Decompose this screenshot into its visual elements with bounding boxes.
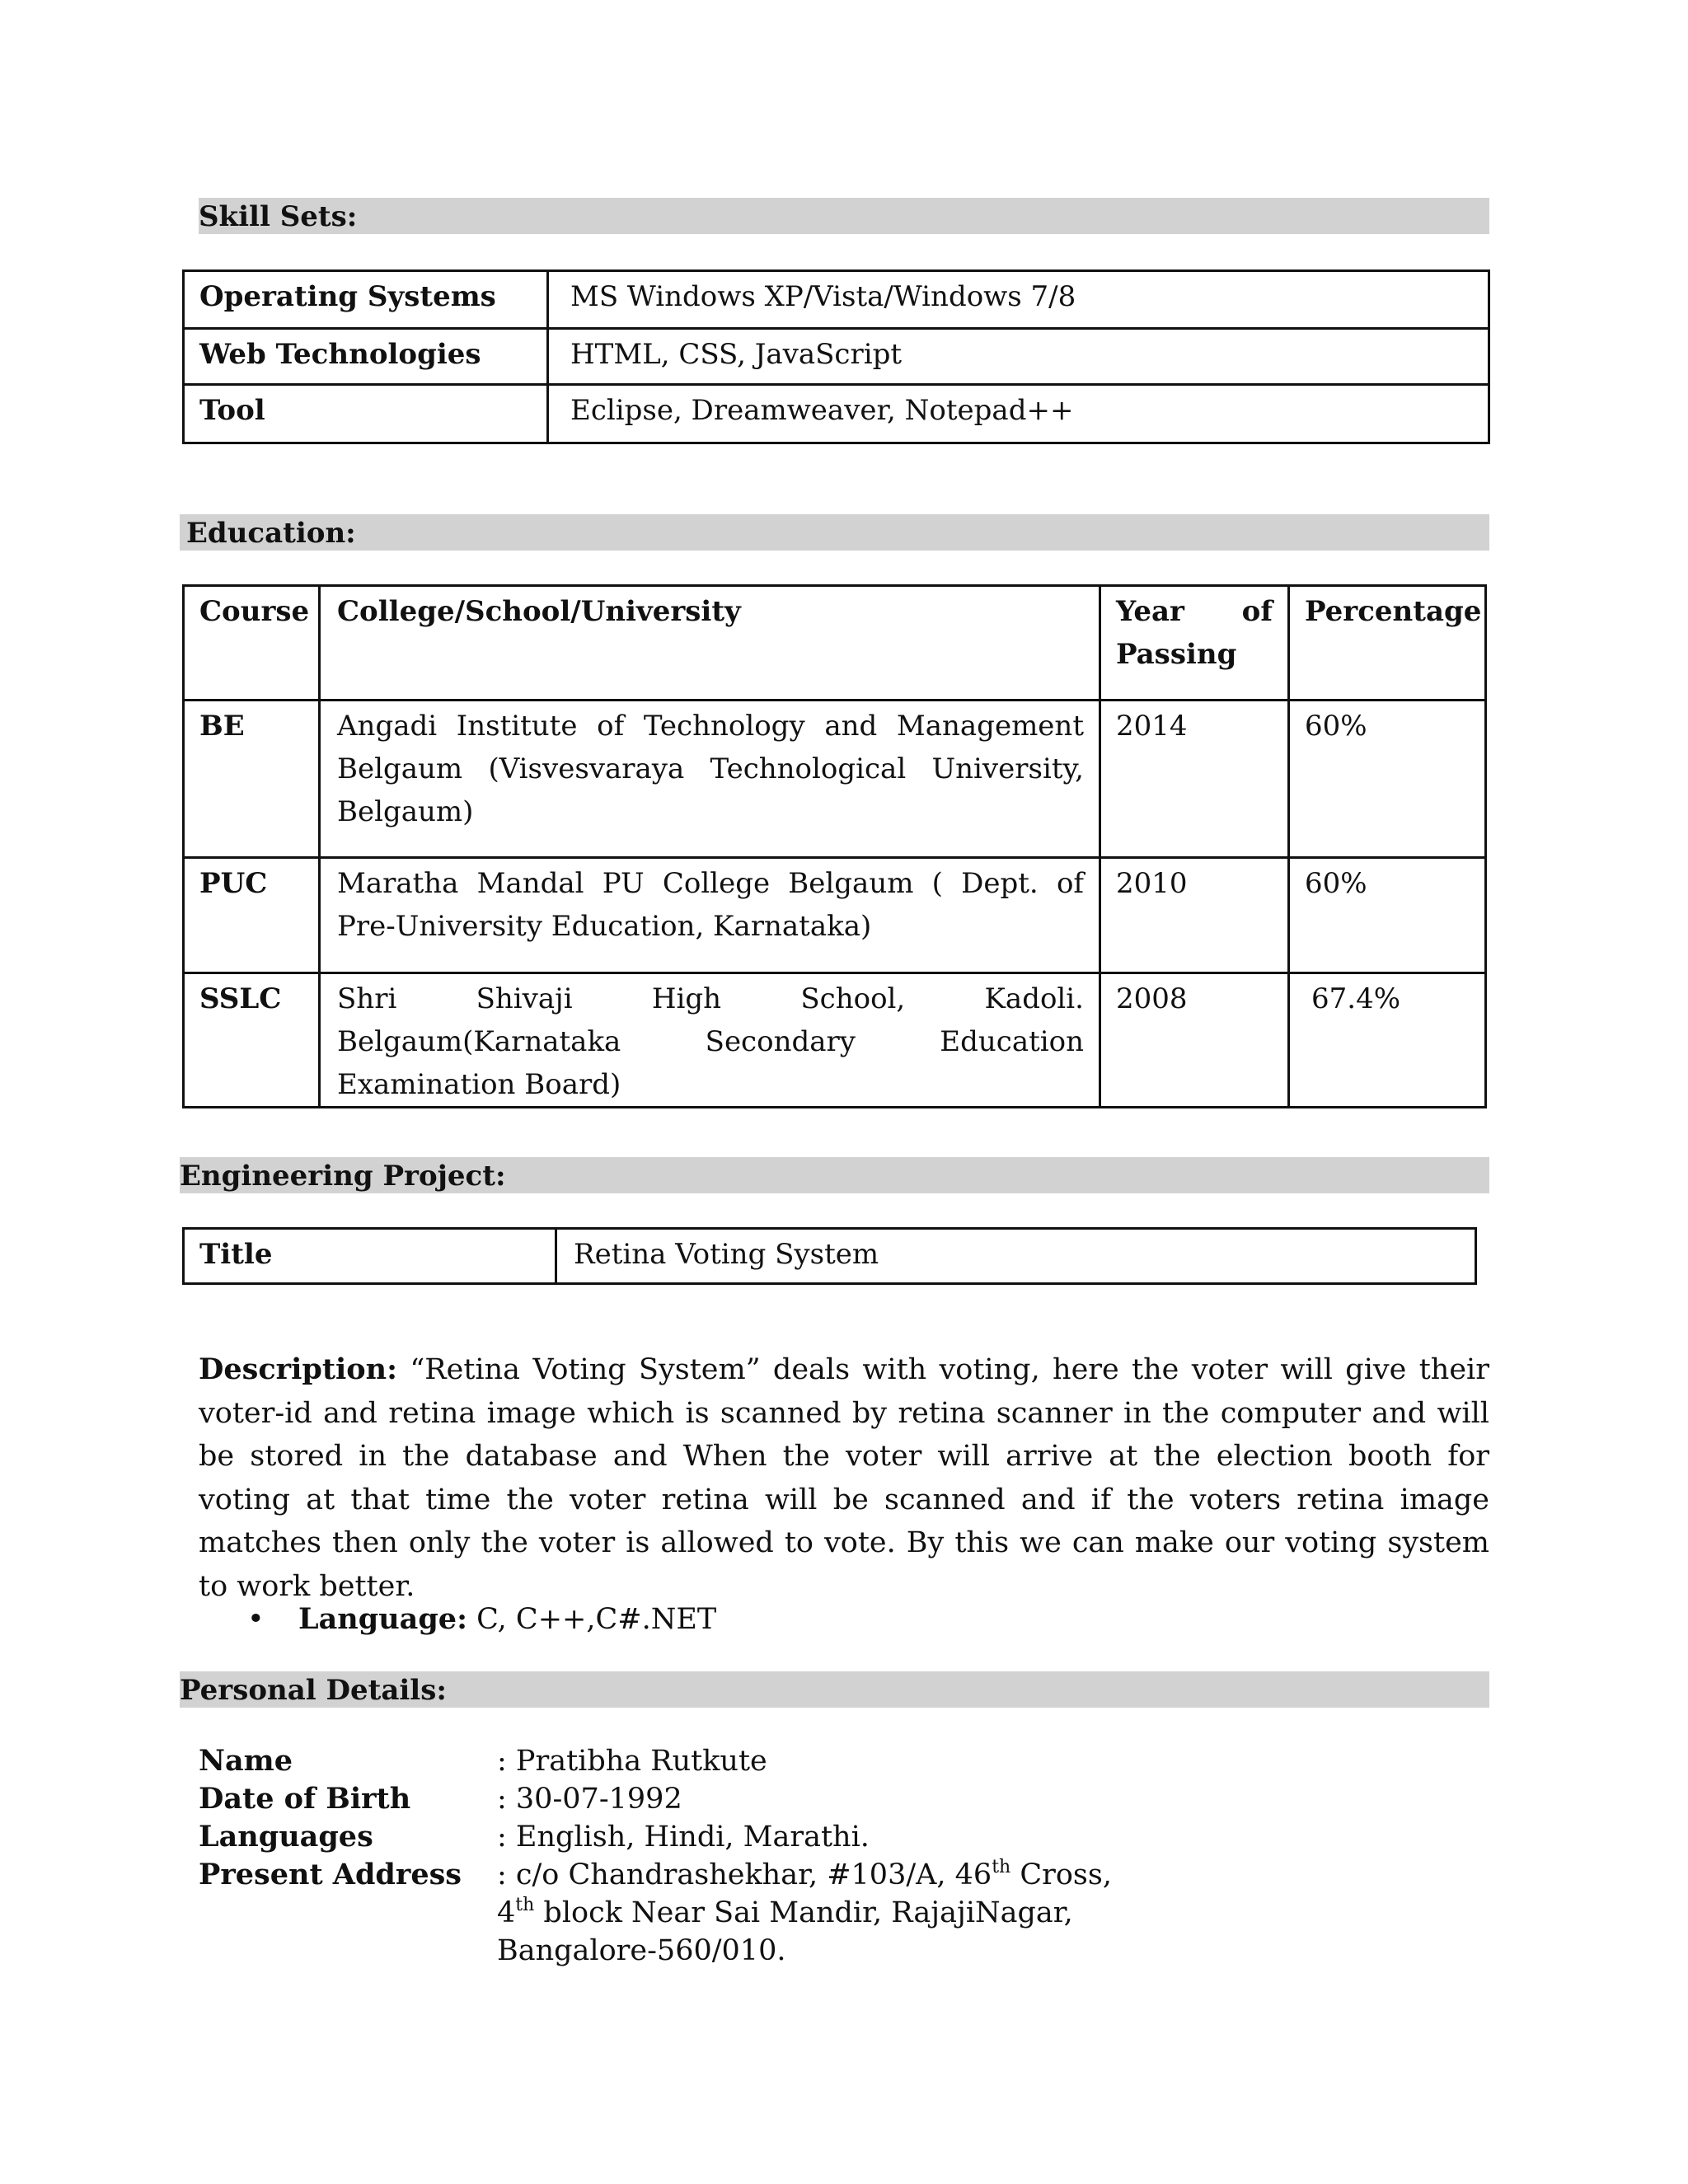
table-row	[184, 858, 1486, 973]
name-label: Name	[199, 1744, 293, 1778]
bullet-icon: •	[247, 1603, 265, 1636]
column-header-college: College/School/University	[320, 586, 1100, 701]
address-line-1-text: : c/o Chandrashekhar, #103/A, 46	[497, 1858, 992, 1891]
description-text: “Retina Voting System” deals with voting, here the voter will give their voter-id and retina image which is scanned by retina scanner in the computer and will be stored in the database and When the voter will arrive at the election booth for voting at that time the voter retina will be scanned and if the voters retina image matches then only the voter is allowed to vote. By this we can make our voting system to work better.	[199, 1353, 1489, 1603]
name-value: : Pratibha Rutkute	[497, 1745, 767, 1778]
address-line-2	[497, 1894, 1073, 1932]
address-line-2-tail: block Near Sai Mandir, RajajiNagar,	[534, 1896, 1073, 1929]
skill-sets-heading	[199, 198, 1489, 234]
address-label: Present Address	[199, 1858, 462, 1891]
education-heading-text: Education:	[186, 517, 356, 550]
skill-label: Operating Systems	[184, 271, 548, 329]
language-value: C, C++,C#.NET	[476, 1603, 717, 1636]
table-row	[184, 385, 1489, 443]
year-cell: 2014	[1100, 701, 1289, 858]
project-title-table	[182, 1227, 1477, 1285]
percentage-cell: 67.4%	[1289, 973, 1486, 1108]
percentage-cell: 60%	[1289, 858, 1486, 973]
description-label: Description:	[199, 1352, 398, 1386]
project-description	[199, 1348, 1489, 1608]
skill-label: Tool	[184, 385, 548, 443]
table-row	[184, 701, 1486, 858]
education-table	[182, 584, 1487, 1108]
college-cell: Shri Shivaji High School, Kadoli. Belgaum(Karnataka Secondary Education Examination Board)	[320, 973, 1100, 1108]
skill-value: Eclipse, Dreamweaver, Notepad++	[548, 385, 1489, 443]
engineering-project-heading-text: Engineering Project:	[180, 1160, 506, 1193]
project-title-label: Title	[184, 1229, 556, 1284]
language-label: Language:	[298, 1602, 467, 1636]
languages-value: : English, Hindi, Marathi.	[497, 1821, 870, 1854]
percentage-cell: 60%	[1289, 701, 1486, 858]
address-line-1-tail: Cross,	[1010, 1858, 1112, 1891]
column-header-course: Course	[184, 586, 320, 701]
course-cell: BE	[184, 701, 320, 858]
engineering-project-heading	[180, 1157, 1489, 1193]
project-title-value: Retina Voting System	[556, 1229, 1476, 1284]
address-line-1	[497, 1856, 1112, 1894]
education-heading	[180, 514, 1489, 551]
address-line-1-sup: th	[992, 1857, 1011, 1877]
skill-value: MS Windows XP/Vista/Windows 7/8	[548, 271, 1489, 329]
personal-details-heading-text: Personal Details:	[180, 1674, 447, 1707]
column-header-year: Year of Passing	[1100, 586, 1289, 701]
table-row	[184, 1229, 1476, 1284]
year-cell: 2010	[1100, 858, 1289, 973]
column-header-percentage: Percentage	[1289, 586, 1486, 701]
dob-value: : 30-07-1992	[497, 1783, 682, 1816]
course-cell: PUC	[184, 858, 320, 973]
table-row	[184, 973, 1486, 1108]
course-cell: SSLC	[184, 973, 320, 1108]
skill-value: HTML, CSS, JavaScript	[548, 329, 1489, 385]
languages-label: Languages	[199, 1820, 373, 1854]
skill-label: Web Technologies	[184, 329, 548, 385]
address-line-2-sup: th	[515, 1895, 535, 1915]
college-cell: Angadi Institute of Technology and Management Belgaum (Visvesvaraya Technological University, Belgaum)	[320, 701, 1100, 858]
address-line-2-text: 4	[497, 1896, 516, 1929]
personal-details-heading	[180, 1671, 1489, 1708]
table-header-row	[184, 586, 1486, 701]
skills-table	[182, 269, 1490, 444]
table-row	[184, 329, 1489, 385]
skill-sets-heading-text: Skill Sets:	[199, 200, 358, 233]
dob-label: Date of Birth	[199, 1782, 411, 1816]
college-cell: Maratha Mandal PU College Belgaum ( Dept. of Pre-University Education, Karnataka)	[320, 858, 1100, 973]
address-line-3: Bangalore-560/010.	[497, 1934, 786, 1967]
table-row	[184, 271, 1489, 329]
year-cell: 2008	[1100, 973, 1289, 1108]
